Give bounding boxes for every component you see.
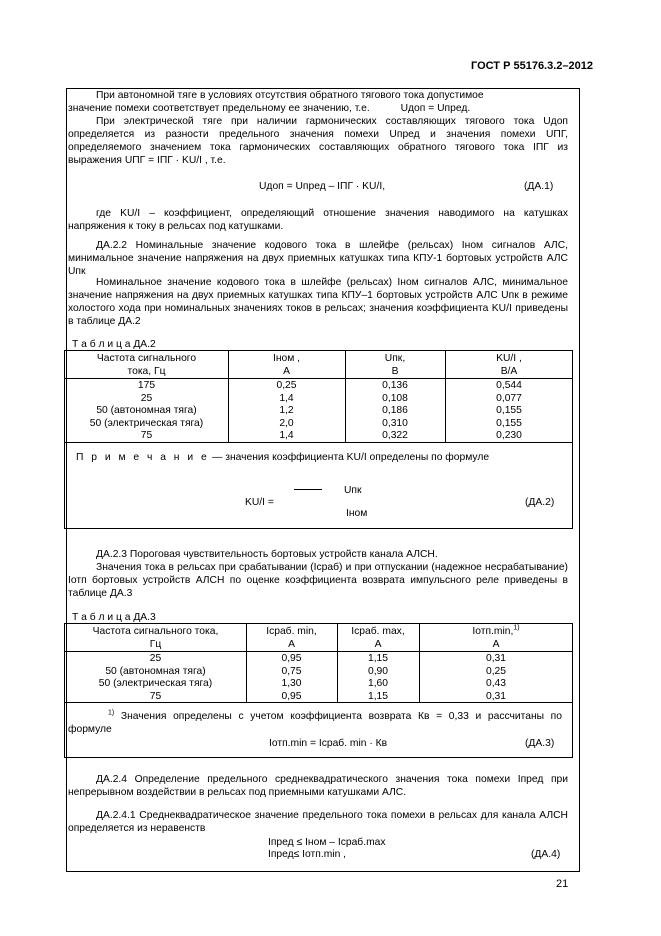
formula-denominator: Iном <box>346 508 368 519</box>
footnote-text: Значения определены с учетом коэффициента возврата Кв = 0,33 и рассчитаны по формуле <box>68 711 562 735</box>
table-cell: 0,544 <box>496 380 522 391</box>
table-cell: 0,31 <box>485 690 507 702</box>
page-number: 21 <box>556 878 569 890</box>
table-cell: 0,25 <box>276 380 297 391</box>
formula-lhs: KU/I = <box>245 497 274 508</box>
footnote-mark: 1) <box>108 709 115 717</box>
table-cell: 0,25 <box>485 665 507 677</box>
table-cell: 0,077 <box>496 392 522 404</box>
fraction-bar <box>294 489 322 490</box>
footnote-mark: 1) <box>513 624 520 632</box>
table-cell: 0,75 <box>281 665 302 677</box>
table-cell: 75 <box>149 690 162 702</box>
table-cell: 0,322 <box>382 430 408 442</box>
table-cell: 0,90 <box>367 665 389 677</box>
table-cell: 25 <box>149 653 162 664</box>
paragraph-nominal: Номинальное значение кодового тока в шлейфе (рельсах) Iном сигналов АЛС, минимальное значение напряжения на двух приемных катушках типа КПУ–1 бортовых устройств АЛС Uпк в режиме холостого хода при номинальных значениях токов в рельсах; значения коэффициента KU/I приведены в таблице ДА.2 <box>68 277 568 327</box>
table-header-cell: Частота сигнального тока, Гц <box>92 626 219 650</box>
table-cell: 1,60 <box>367 678 389 690</box>
table-cell: 75 <box>140 430 153 442</box>
paragraph-text: значение помехи соответствует предельному ее значению, т.е. <box>68 103 370 114</box>
table-cell: 1,15 <box>367 653 389 664</box>
table-caption: Т а б л и ц а ДА.3 <box>72 612 156 623</box>
table-cell: 50 (электрическая тяга) <box>98 678 213 690</box>
paragraph-electric: При электрической тяге при наличии гармонических составляющих тягового тока Uдоп определяется из разности предельного значения помехи Uпред и значения помехи UПГ, определяемого значением тока гармонических составляющих обратного тягового тока IПГ из выражения UПГ = IПГ · KU/I , т.е. <box>68 116 568 166</box>
table-cell: 0,136 <box>382 380 408 391</box>
table-da2 <box>64 350 573 529</box>
paragraph-line-2 <box>68 102 568 115</box>
table-cell: 175 <box>137 380 156 391</box>
paragraph-line: При автономной тяге в условиях отсутствия обратного тягового тока допустимое <box>96 90 484 101</box>
equation-number: (ДА.3) <box>525 738 555 749</box>
table-note <box>76 451 489 464</box>
paragraph-da23: ДА.2.3 Пороговая чувствительность бортовых устройств канала АЛСН. <box>96 549 438 560</box>
table-cell: 0,310 <box>382 417 408 429</box>
note-label: П р и м е ч а н и е <box>76 452 210 463</box>
table-header-cell: Iном , А <box>272 353 301 377</box>
table-footnote <box>68 710 562 736</box>
equation-number: (ДА.1) <box>524 181 554 192</box>
table-cell: 0,95 <box>281 690 302 702</box>
table-cell: 1,2 <box>279 405 294 417</box>
table-header-cell: Iотп.min,$^{1)}$ А <box>472 624 520 650</box>
table-cell: 0,95 <box>281 653 302 664</box>
equation-number: (ДА.4) <box>531 849 561 860</box>
paragraph-da241: ДА.2.4.1 Среднеквадратическое значение предельного тока помехи в рельсах для канала АЛСН определяется из неравенств <box>68 810 568 834</box>
table-header-cell: Iсраб. max, А <box>351 626 405 650</box>
equation-da4-line2: Iпред≤ Iотп.min , <box>268 849 347 860</box>
table-cell: 50 (автономная тяга) <box>96 405 197 417</box>
paragraph-definition: где KU/I – коэффициент, определяющий отношение значения наводимого на катушках напряжения к току в рельсах под катушками. <box>68 208 568 232</box>
table-cell: 0,230 <box>496 430 522 442</box>
table-cell: 0,155 <box>496 417 522 429</box>
table-header-cell: Iсраб. min, А <box>266 626 317 650</box>
table-da3 <box>64 623 573 758</box>
table-cell: 0,108 <box>382 392 408 404</box>
table-cell: 0,186 <box>382 405 408 417</box>
table-header-cell: Частота сигнального тока, Гц <box>96 353 197 377</box>
paragraph-da24: ДА.2.4 Определение предельного среднеквадратического значения тока помехи Iпред при непрерывном воздействии в рельсах под приемными катушками АЛС. <box>68 774 568 798</box>
table-cell: 1,30 <box>281 678 302 690</box>
paragraph-autonomous <box>96 89 568 102</box>
table-header-cell: Uпк, В <box>384 353 406 377</box>
table-cell: 50 (электрическая тяга) <box>89 417 204 429</box>
table-cell: 1,15 <box>367 690 389 702</box>
equation-number: (ДА.2) <box>525 497 555 508</box>
formula-da3: Iотп.min = Iсраб. min · Кв <box>269 738 388 749</box>
paragraph-da22: ДА.2.2 Номинальные значение кодового тока в шлейфе (рельсах) Iном сигналов АЛС, минимальное значение напряжения на двух приемных катушках типа КПУ-1 бортовых устройств АЛС Uпк <box>68 240 568 277</box>
formula-numerator: Uпк <box>344 485 362 496</box>
table-cell: 0,43 <box>485 678 507 690</box>
table-cell: 50 (автономная тяга) <box>105 665 206 677</box>
note-text: — значения коэффициента KU/I определены по формуле <box>212 452 490 463</box>
document-header: ГОСТ Р 55176.3.2–2012 <box>470 60 593 72</box>
table-cell: 0,31 <box>485 653 507 664</box>
table-caption: Т а б л и ц а ДА.2 <box>72 339 156 350</box>
table-cell: 25 <box>140 392 153 404</box>
table-cell: 1,4 <box>279 430 294 442</box>
table-header-cell: KU/I , В/А <box>496 353 522 377</box>
equation-da1: Uдоп = Uпред – IПГ · KU/I, <box>259 181 386 192</box>
table-cell: 2,0 <box>279 417 294 429</box>
paragraph-thresholds: Значения тока в рельсах при срабатывании (Iсраб) и при отпускании (надежное несрабатывание) Iотп бортовых устройств АЛСН по оценке коэффициента возврата импульсного реле приведены в таблице ДА.3 <box>68 562 568 599</box>
table-cell: 0,155 <box>496 405 522 417</box>
table-cell: 1,4 <box>279 392 294 404</box>
equation-da4-line1: Iпред ≤ Iном – Iсраб.max <box>268 837 386 848</box>
formula-inline: Uдоп = Uпред. <box>400 103 471 114</box>
